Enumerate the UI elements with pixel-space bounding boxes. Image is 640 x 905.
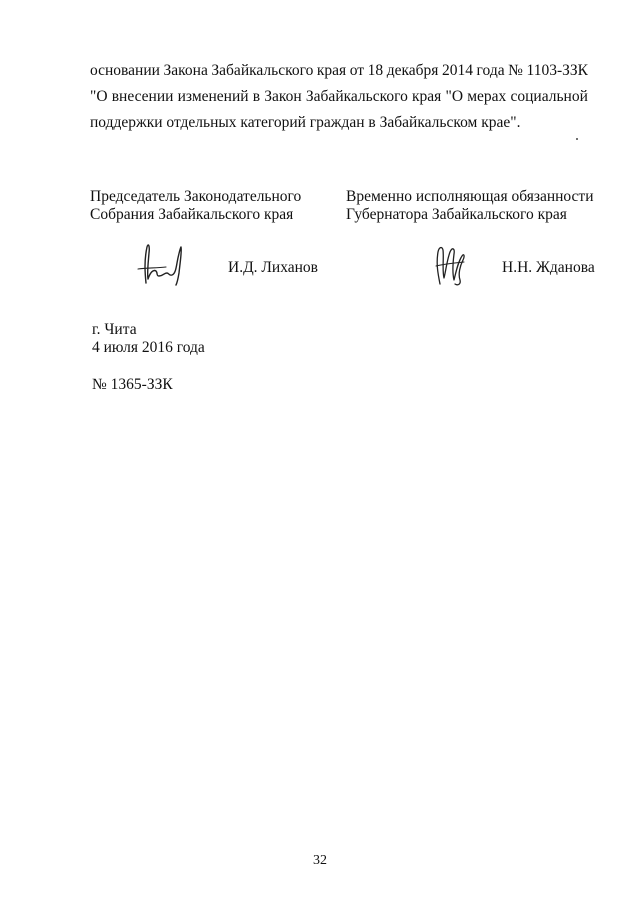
body-word: Забайкальского: [211, 62, 314, 79]
signatory-left-title-line-2: Собрания Забайкальского края: [90, 206, 294, 223]
body-word: "О: [90, 88, 108, 105]
body-word: социальной: [510, 88, 588, 105]
body-word: изменений: [177, 88, 249, 105]
signature-left-handwritten: [136, 243, 186, 287]
body-word: декабря: [386, 62, 439, 79]
signatory-right-title-line-1: Временно исполняющая обязанности: [346, 188, 594, 205]
body-word: мерах: [467, 88, 507, 105]
body-word: внесении: [111, 88, 174, 105]
body-word: Забайкальского: [305, 88, 408, 105]
law-number: № 1365-ЗЗК: [92, 376, 173, 393]
place: г. Чита: [92, 321, 137, 338]
body-word: Закон: [264, 88, 302, 105]
signatory-right-title: [346, 188, 594, 224]
body-line-1: [90, 58, 588, 84]
signatory-right-title-line-2: Губернатора Забайкальского края: [346, 206, 567, 223]
body-line-2: [90, 84, 588, 110]
body-word: края: [316, 62, 347, 79]
body-line-3: [90, 110, 588, 136]
body-word: Закона: [163, 62, 208, 79]
body-word: №: [508, 62, 523, 79]
signature-right-handwritten: [432, 244, 468, 288]
body-word: "О: [445, 88, 464, 105]
place-date-block: [92, 321, 205, 357]
body-word: от: [349, 62, 365, 79]
signatory-right-name: Н.Н. Жданова: [502, 259, 595, 276]
signatory-left-title: [90, 188, 301, 224]
body-word: основании: [90, 62, 160, 79]
body-word: 1103-ЗЗК: [526, 62, 588, 79]
body-word: в: [252, 88, 261, 105]
body-word: края: [412, 88, 442, 105]
body-text: [90, 58, 588, 136]
signatory-left-name: И.Д. Лиханов: [228, 259, 318, 276]
body-word: года: [476, 62, 505, 79]
body-word: 18: [367, 62, 384, 79]
signatory-left-title-line-1: Председатель Законодательного: [90, 188, 302, 205]
date: 4 июля 2016 года: [92, 339, 205, 356]
body-word: поддержки отдельных категорий граждан в Забайкальском крае".: [90, 114, 521, 131]
scan-speck: [576, 138, 578, 140]
body-word: 2014: [441, 62, 473, 79]
page-number: 32: [313, 853, 327, 868]
